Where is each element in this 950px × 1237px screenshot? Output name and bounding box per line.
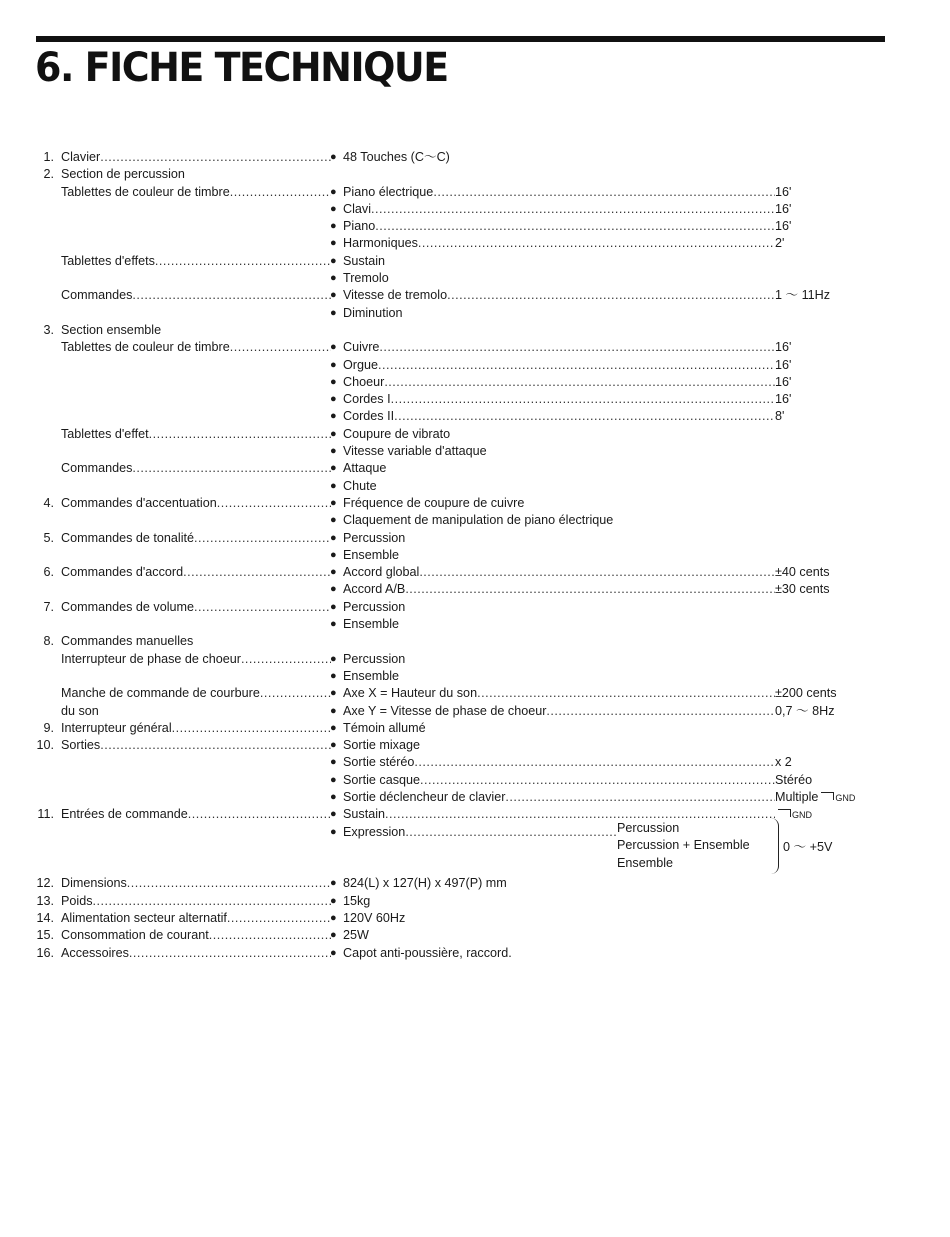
- ground-label: GND: [835, 792, 856, 803]
- spec-value: 2': [775, 236, 785, 251]
- spec-row: [0, 149, 950, 166]
- bullet-icon: ●: [330, 306, 337, 319]
- spec-item: ● Ensemble: [330, 668, 400, 683]
- brace-bracket: [770, 818, 779, 874]
- spec-row: [0, 512, 950, 529]
- spec-number: 6.: [43, 565, 54, 580]
- bullet-icon: ●: [330, 756, 337, 769]
- spec-value: 1 ～ 11Hz: [775, 288, 831, 303]
- spec-value: 8': [775, 409, 785, 424]
- spec-value: 16': [775, 392, 792, 407]
- bullet-icon: ●: [330, 514, 337, 527]
- ground-icon: [778, 809, 791, 817]
- spec-number: 4.: [43, 495, 54, 510]
- spec-item: ● Coupure de vibrato: [330, 426, 451, 441]
- spec-item: ● Cuivre .....: [330, 339, 775, 356]
- spec-row: [0, 910, 950, 927]
- bullet-icon: ●: [330, 600, 337, 613]
- spec-number: 5.: [43, 530, 54, 545]
- spec-row: [0, 218, 950, 235]
- spec-value: [775, 806, 812, 824]
- spec-row: [0, 772, 950, 789]
- bullet-icon: ●: [330, 808, 337, 821]
- spec-row: [0, 530, 950, 547]
- spec-label: Commandes d'accord .....: [61, 564, 331, 581]
- spec-item: ● Piano électrique .....: [330, 184, 775, 201]
- spec-row: [0, 858, 950, 875]
- spec-item: ● Ensemble: [330, 617, 400, 632]
- spec-row: [0, 599, 950, 616]
- bullet-icon: ●: [330, 202, 337, 215]
- bullet-icon: ●: [330, 289, 337, 302]
- spec-label: Sorties .....: [61, 737, 331, 754]
- spec-item: ● Attaque: [330, 461, 387, 476]
- spec-item: ● Choeur .....: [330, 374, 775, 391]
- spec-item: ● Cordes I .....: [330, 391, 775, 408]
- spec-item: ● 25W: [330, 928, 369, 943]
- bullet-icon: ●: [330, 254, 337, 267]
- spec-value: 16': [775, 184, 792, 199]
- spec-label: Tablettes de couleur de timbre .....: [61, 184, 331, 201]
- spec-row: [0, 633, 950, 650]
- ground-label: GND: [792, 810, 812, 821]
- spec-row: [0, 374, 950, 391]
- spec-label: Alimentation secteur alternatif .....: [61, 910, 331, 927]
- bullet-icon: ●: [330, 704, 337, 717]
- spec-item: ● Sustain: [330, 253, 386, 268]
- spec-value: 16': [775, 219, 792, 234]
- spec-row: [0, 443, 950, 460]
- bullet-icon: ●: [330, 462, 337, 475]
- spec-number: 9.: [43, 720, 54, 735]
- bullet-icon: ●: [330, 773, 337, 786]
- spec-number: 3.: [43, 322, 54, 337]
- bullet-icon: ●: [330, 894, 337, 907]
- spec-item: ● Témoin allumé: [330, 720, 426, 735]
- spec-label: Commandes de volume .....: [61, 599, 331, 616]
- spec-label: Section de percussion: [61, 167, 185, 182]
- spec-item: ● Accord global .....: [330, 564, 775, 581]
- spec-row: [0, 703, 950, 720]
- spec-label: Commandes de tonalité .....: [61, 530, 331, 547]
- spec-item: ● Sortie casque .....: [330, 772, 775, 789]
- spec-label: Tablettes d'effet .....: [61, 426, 331, 443]
- bullet-icon: ●: [330, 825, 337, 838]
- spec-item: ● Vitesse variable d'attaque: [330, 444, 487, 459]
- bullet-icon: ●: [330, 151, 337, 163]
- ground-icon: [821, 792, 834, 800]
- spec-item: ● Accord A/B .....: [330, 581, 775, 598]
- spec-value: Multiple GND: [775, 789, 856, 804]
- spec-label: Tablettes de couleur de timbre .....: [61, 339, 331, 356]
- spec-value: ±200 cents: [775, 686, 837, 701]
- spec-row: [0, 616, 950, 633]
- spec-number: 2.: [43, 167, 54, 182]
- spec-item: ● Sortie mixage: [330, 738, 420, 753]
- spec-item: ● Harmoniques .....: [330, 235, 775, 252]
- spec-row: [0, 754, 950, 771]
- spec-item: ● Sustain .....: [330, 806, 775, 823]
- spec-number: 13.: [36, 893, 54, 908]
- bullet-icon: ●: [330, 375, 337, 388]
- spec-row: [0, 408, 950, 425]
- spec-label: Section ensemble: [61, 322, 162, 337]
- expression-modes: [617, 820, 750, 872]
- bullet-icon: ●: [330, 877, 337, 890]
- bullet-icon: ●: [330, 237, 337, 250]
- bullet-icon: ●: [330, 687, 337, 700]
- spec-row: [0, 581, 950, 598]
- spec-label: Interrupteur de phase de choeur .....: [61, 651, 331, 668]
- bullet-icon: ●: [330, 618, 337, 631]
- spec-row: [0, 391, 950, 408]
- bullet-icon: ●: [330, 393, 337, 406]
- spec-row: [0, 945, 950, 962]
- spec-row: [0, 893, 950, 910]
- bullet-icon: ●: [330, 358, 337, 371]
- expression-range: 0 ～ +5V: [783, 840, 833, 854]
- spec-item: ● Fréquence de coupure de cuivre: [330, 495, 525, 510]
- spec-label: Commandes .....: [61, 287, 331, 304]
- spec-row: [0, 495, 950, 512]
- spec-item: ● Sortie déclencheur de clavier .....: [330, 789, 775, 806]
- spec-row: [0, 789, 950, 806]
- spec-row: [0, 339, 950, 356]
- bullet-icon: ●: [330, 739, 337, 752]
- bullet-icon: ●: [330, 912, 337, 925]
- spec-label: Interrupteur général .....: [61, 720, 331, 737]
- spec-value: 0,7 ～ 8Hz: [775, 703, 835, 718]
- spec-number: 7.: [43, 599, 54, 614]
- spec-item: ● Claquement de manipulation de piano électrique: [330, 513, 614, 528]
- spec-value: 16': [775, 340, 792, 355]
- bullet-icon: ●: [330, 669, 337, 682]
- spec-item: ● Percussion: [330, 651, 406, 666]
- spec-number: 16.: [36, 945, 54, 960]
- spec-item: ● Chute: [330, 478, 377, 493]
- spec-label: Consommation de courant .....: [61, 927, 331, 944]
- bullet-icon: ●: [330, 721, 337, 734]
- spec-label: Tablettes d'effets .....: [61, 253, 331, 270]
- bullet-icon: ●: [330, 185, 337, 198]
- spec-row: [0, 305, 950, 322]
- spec-item: ● Axe X = Hauteur du son .....: [330, 685, 775, 702]
- spec-row: [0, 357, 950, 374]
- spec-item: ● Vitesse de tremolo .....: [330, 287, 775, 304]
- spec-value: 16': [775, 357, 792, 372]
- bullet-icon: ●: [330, 220, 337, 233]
- spec-item: ● Axe Y = Vitesse de phase de choeur .....: [330, 703, 775, 720]
- spec-row: [0, 547, 950, 564]
- spec-item: ● 15kg: [330, 893, 371, 908]
- spec-item: ● Clavi .....: [330, 201, 775, 218]
- spec-number: 8.: [43, 634, 54, 649]
- bullet-icon: ●: [330, 445, 337, 458]
- spec-row: [0, 287, 950, 304]
- bullet-icon: ●: [330, 427, 337, 440]
- spec-item: ● Ensemble: [330, 547, 400, 562]
- bullet-icon: ●: [330, 410, 337, 423]
- bullet-icon: ●: [330, 652, 337, 665]
- expression-mode-percussion-ensemble: Percussion + Ensemble: [617, 838, 750, 853]
- spec-label: Commandes d'accentuation .....: [61, 495, 331, 512]
- bullet-icon: ●: [330, 496, 337, 509]
- bullet-icon: ●: [330, 531, 337, 544]
- spec-row: [0, 201, 950, 218]
- spec-row: [0, 166, 950, 183]
- spec-row: [0, 478, 950, 495]
- expression-mode-percussion: Percussion: [617, 821, 680, 835]
- spec-value: 16': [775, 374, 792, 389]
- spec-number: 15.: [36, 928, 54, 943]
- spec-item: ● Sortie stéréo .....: [330, 754, 775, 771]
- spec-row: [0, 253, 950, 270]
- spec-row: [0, 737, 950, 754]
- spec-item: ● Piano .....: [330, 218, 775, 235]
- spec-label: Dimensions .....: [61, 875, 331, 892]
- bullet-icon: ●: [330, 479, 337, 492]
- spec-item: ● Cordes II .....: [330, 408, 775, 425]
- spec-number: 14.: [36, 911, 54, 926]
- spec-item: ● Percussion: [330, 599, 406, 614]
- spec-row: [0, 927, 950, 944]
- spec-item: ● Tremolo: [330, 271, 389, 286]
- spec-row: [0, 806, 950, 823]
- spec-item: ● 824(L) x 127(H) x 497(P) mm: [330, 876, 507, 891]
- spec-label: Accessoires .....: [61, 945, 331, 962]
- spec-row: [0, 235, 950, 252]
- spec-item: ● 48 Touches (C～C): [330, 150, 450, 164]
- bullet-icon: ●: [330, 272, 337, 285]
- spec-label: Entrées de commande .....: [61, 806, 331, 823]
- spec-item: ● 120V 60Hz: [330, 911, 406, 926]
- bullet-icon: ●: [330, 583, 337, 596]
- spec-row: [0, 322, 950, 339]
- spec-label: Clavier .....: [61, 149, 331, 166]
- spec-row: [0, 460, 950, 477]
- spec-item: ● Diminution: [330, 305, 403, 320]
- spec-row: [0, 184, 950, 201]
- bullet-icon: ●: [330, 929, 337, 942]
- spec-label: Commandes .....: [61, 460, 331, 477]
- spec-label: Manche de commande de courbure .....: [61, 685, 331, 702]
- spec-item: ● Orgue .....: [330, 357, 775, 374]
- spec-value: Stéréo: [775, 772, 813, 787]
- spec-row: [0, 426, 950, 443]
- spec-value: 16': [775, 201, 792, 216]
- spec-row: [0, 720, 950, 737]
- title-rule: [36, 36, 885, 42]
- spec-number: 12.: [36, 876, 54, 891]
- spec-row: [0, 564, 950, 581]
- expression-mode-ensemble: Ensemble: [617, 855, 674, 870]
- bullet-icon: ●: [330, 790, 337, 803]
- bullet-icon: ●: [330, 341, 337, 354]
- bullet-icon: ●: [330, 566, 337, 579]
- spec-row: [0, 875, 950, 892]
- spec-item: ● Percussion: [330, 530, 406, 545]
- spec-number: 11.: [37, 807, 54, 822]
- spec-row: [0, 685, 950, 702]
- spec-row: [0, 270, 950, 287]
- page-title: 6. FICHE TECHNIQUE: [35, 44, 448, 91]
- spec-label: Commandes manuelles: [61, 634, 194, 649]
- spec-number: 1.: [43, 150, 54, 164]
- spec-value: x 2: [775, 755, 792, 770]
- spec-item: ● Expression .....: [330, 824, 616, 841]
- spec-value: ±30 cents: [775, 582, 830, 597]
- spec-label: Poids .....: [61, 893, 331, 910]
- spec-item: ● Capot anti-poussière, raccord.: [330, 945, 512, 960]
- bullet-icon: ●: [330, 548, 337, 561]
- spec-row: [0, 668, 950, 685]
- spec-label: du son: [61, 703, 99, 718]
- spec-value: ±40 cents: [775, 565, 830, 580]
- bullet-icon: ●: [330, 946, 337, 959]
- spec-number: 10.: [36, 738, 54, 753]
- spec-row: [0, 651, 950, 668]
